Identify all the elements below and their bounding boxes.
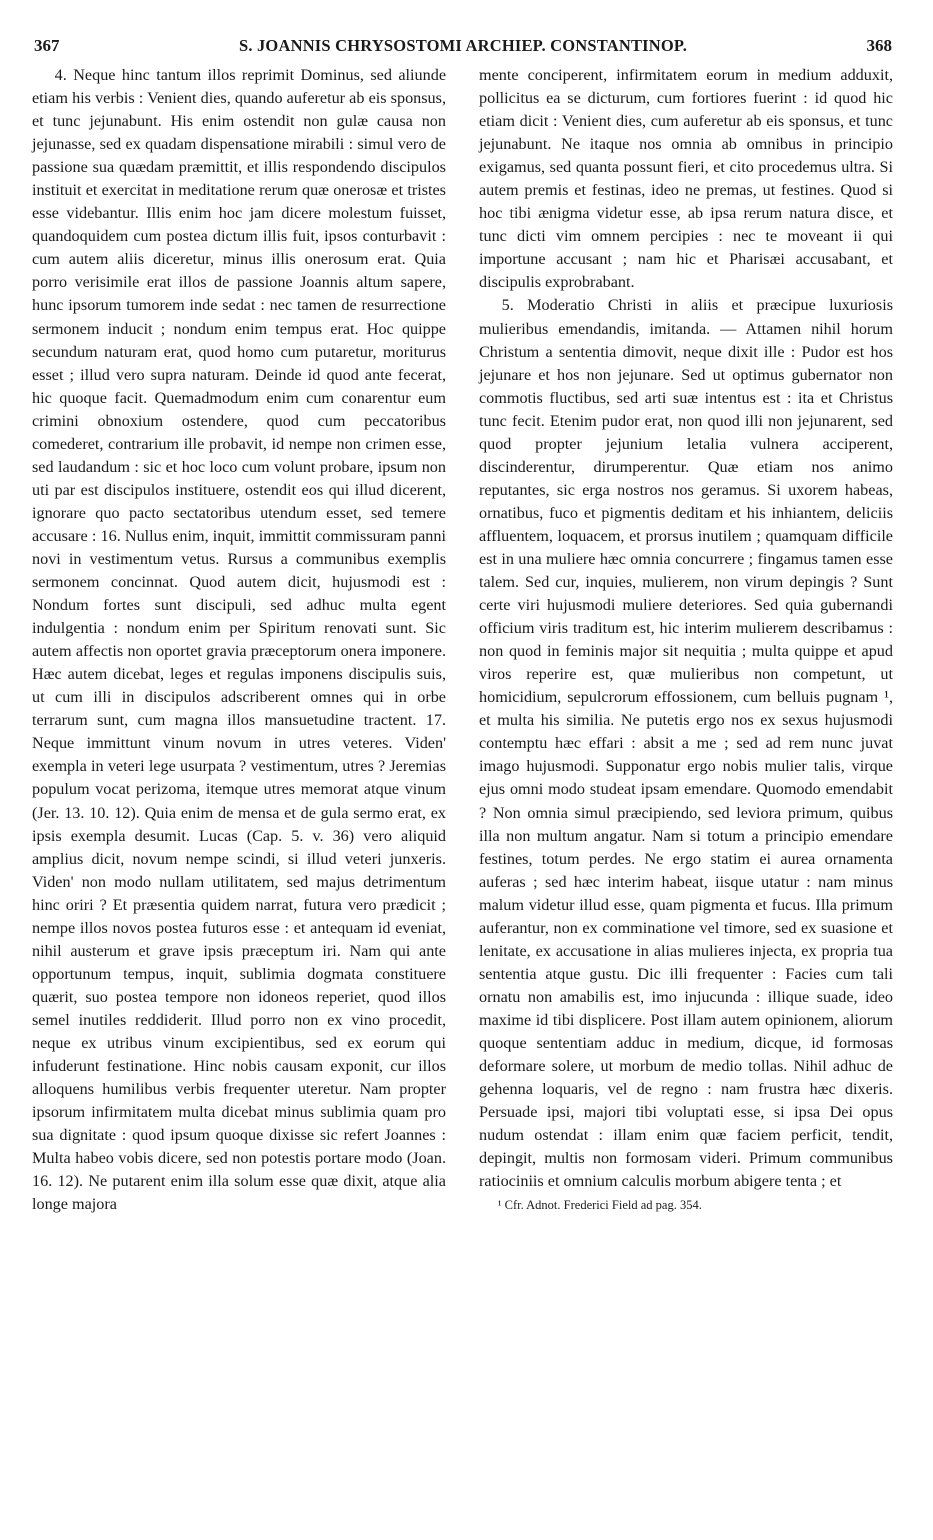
left-column xyxy=(32,64,446,1216)
footnote: ¹ Cfr. Adnot. Frederici Field ad pag. 354. xyxy=(497,1198,702,1213)
paragraph-4: 4. Neque hinc tantum illos reprimit Dominus, sed aliunde etiam his verbis : Venient dies, quando auferetur ab eis sponsus, et tunc jejunabunt. His enim ostendit non gulæ causa non jejunasse, sed ex quadam dispensatione mirabili : simul vero de passione sua quædam præmittit, et illis respondendo discipulos instituit et exercitat in meditatione rerum quæ onerosæ et tristes esse videbantur. Illis enim hoc jam dicere molestum fuisset, quandoquidem cum postea dictum illis fuit, ipsos conturbavit : cum autem aliis diceretur, minus illis onerosum erat. Quia porro verisimile erat illos de passione Joannis altum sapere, hunc ipsorum tumorem inde sedat : nec tamen de resurrectione sermonem inducit ; nondum enim tempus erat. Hoc quippe secundum naturam erat, quod homo cum putaretur, moriturus esset ; illud vero supra naturam. Deinde id quod ante fecerat, hic quoque facit. Quemadmodum enim cum conarentur eum crimini obnoxium ostendere, quod cum peccatoribus comederet, contrarium ille probavit, id nempe non crimen esse, sed laudandum : sic et hoc loco cum volunt probare, ipsum non uti par est discipulos instituere, ostendit eos qui illud dicerent, ignorare quo pacto sectatoribus utendum esset, sed temere accusare : 16. Nullus enim, inquit, immittit commissuram panni novi in vestimentum vetus. Rursus a communibus exemplis sermonem concinnat. Quod autem dicit, hujusmodi est : Nondum fortes sunt discipuli, sed adhuc multa egent indulgentia : nondum enim per Spiritum renovati sunt. Sic autem affectis non oportet gravia præceptorum onera imponere. Hæc autem dicebat, leges et regulas imponens discipulis suis, ut cum illi in discipulos adscriberent omnes qui in orbe terrarum sunt, cum magna illos mansuetudine tractent. 17. Neque immittunt vinum novum in utres veteres. Viden' exempla in veteri lege usurpata ? vestimentum, utres ? Jeremias populum vocat perizoma, itemque utres memorat atque vinum (Jer. 13. 10. 12). Quia enim de mensa et de gula sermo erat, ex ipsis exempla desumit. Lucas (Cap. 5. v. 36) vero aliquid amplius dicit, novum nempe scindi, si illud veteri junxeris. Viden' non modo nullam utilitatem, sed majus detrimentum hinc oriri ? Et præsentia quidem narrat, futura vero prædicit ; nempe illos novos postea futuros esse : et antequam id eveniat, nihil austerum et grave ipsis præceptum iri. Nam qui ante opportunum tempus, inquit, sublimia dogmata constituere quærit, suo postea tempore non idoneos reperiet, quod illos semel inutiles reddiderit. Illud porro non ex vino procedit, neque ex utribus vinum excipientibus, sed ex eorum qui infuderunt festinatione. Hinc nobis causam exponit, cur illos alloquens humilibus verbis frequenter uteretur. Nam propter ipsorum infirmitatem multa dicebat minus sublimia quam pro sua dignitate : quod ipsum quoque dixisse sic refert Joannes : Multa habeo vobis dicere, sed non potestis portare modo (Joan. 16. 12). Ne putarent enim illa solum esse quæ dixit, atque alia longe majora xyxy=(32,66,446,1214)
running-title: S. JOANNIS CHRYSOSTOMI ARCHIEP. CONSTANTINOP. xyxy=(238,36,688,55)
running-header xyxy=(34,34,892,58)
left-page-number: 367 xyxy=(34,36,60,55)
paragraph-5: 5. Moderatio Christi in aliis et præcipue luxuriosis mulieribus emendandis, imitanda. — Attamen nihil horum Christum a sententia dimovit, neque dixit ille : Pudor est hos jejunare et hos non jejunare. Sed ut optimus gubernator non commotis fluctibus, sed arti suæ intentus est : ita et Christus tunc fecit. Etenim pudor erat, non quod illi non jejunarent, sed quod propter jejunium letalia vulnera acciperent, discinderentur, dirumperentur. Quæ etiam nos animo reputantes, sic erga nostros nos geramus. Si uxorem habeas, ornatibus, fuco et pigmentis deditam et his inhiantem, deliciis affluentem, loquacem, et prorsus inutilem ; quamquam difficile est in una muliere hæc omnia concurrere ; fingamus tamen esse talem. Sed cur, inquies, mulierem, non virum depingis ? Sunt certe viri hujusmodi muliere deteriores. Sed quia gubernandi officium viris traditum est, hic interim mulierem describamus : non quod in feminis major sit nequitia ; multa quippe et apud viros reperire est, quæ mulieribus non competunt, ut homicidium, sepulcrorum effossionem, cum belluis pugnam ¹, et multa his similia. Ne putetis ergo nos ex sexus hujusmodi contemptu hæc effari : absit a me ; sed ad rem nunc juvat imago hujusmodi. Supponatur ergo nobis mulier talis, virque ejus omni modo studeat ipsam emendare. Quomodo emendabit ? Non omnia simul præcipiendo, sed leviora primum, quibus illa non multum angatur. Nam si totum a principio emendare festines, totum perdes. Ne ergo statim ei aurea ornamenta auferas ; sed hæc interim habeat, iisque utatur : nam minus malum videtur illud esse, quam pigmenta et fucus. Illa primum auferantur, non ex comminatione vel timore, sed ex suasione et lenitate, ex accusatione in alias mulieres injecta, ex propria tua sententia atque gustu. Dic illi frequenter : Facies cum tali ornatu non amabilis est, imo injucunda : illique suade, ideo maxime id tibi displicere. Post illam autem opinionem, aliorum quoque sententiam adduc in medium, dicque, id formosas deformare solere, ut morbum de medio tollas. Nihil adhuc de gehenna loquaris, vel de regno : nam frustra hæc dixeris. Persuade ipsi, majori tibi voluptati esse, si ipsa Dei opus nudum ostendat : illam enim quæ faciem perficit, tendit, depingit, multis non formosam videri. Primum communibus ratiociniis et omnium calculis morbum abigere tenta ; et xyxy=(479,296,893,1191)
right-page-number: 368 xyxy=(866,36,892,55)
paragraph-4-continued: mente conciperent, infirmitatem eorum in medium adduxit, pollicitus ea se dicturum, cum fortiores fuerint : id quod hic etiam dicit : Venient dies, cum auferetur ab eis sponsus, et tunc jejunabunt. Ne itaque nos omnia ab omnibus in principio exigamus, sed quanta possunt fieri, et cito procedemus ultra. Si autem premis et festinas, ideo ne premas, ut festines. Quod si hoc tibi ænigma videtur esse, ab ipsa rerum natura disce, et tunc dicti vim omnem percipies : nec te moveant ii qui importune accusant ; nam hic et Pharisæi accusabant, et discipulis exprobrabant. xyxy=(479,66,893,292)
right-column xyxy=(479,64,893,1213)
